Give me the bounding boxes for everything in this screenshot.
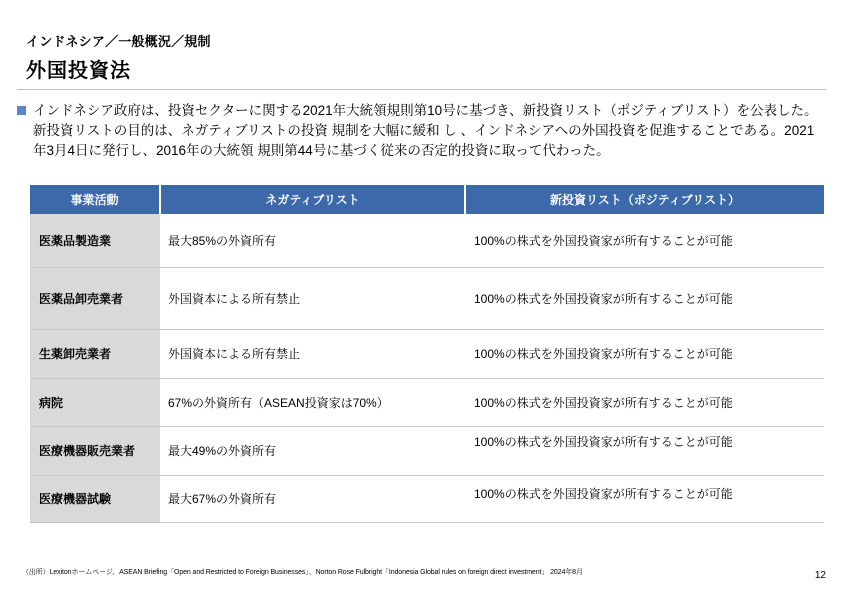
- positive-list-cell: 100%の株式を外国投資家が所有することが可能: [465, 267, 824, 329]
- positive-list-cell: 100%の株式を外国投資家が所有することが可能: [465, 475, 824, 522]
- column-header-activity: 事業活動: [30, 185, 160, 214]
- activity-cell: 医薬品卸売業者: [30, 267, 160, 329]
- source-note: （出所）Lexitonホームページ、ASEAN Briefing「Open and Restricted to Foreign Businesses」、Norton Rose Fulbright「Indonesia Global rules on foreign direct investment」 2024年8月: [22, 569, 583, 576]
- summary-bullet: [17, 101, 817, 161]
- activity-cell: 病院: [30, 378, 160, 426]
- negative-list-cell: 最大49%の外資所有: [160, 426, 465, 475]
- negative-list-cell: 外国資本による所有禁止: [160, 267, 465, 329]
- page-title: 外国投資法: [26, 60, 131, 82]
- positive-list-cell: 100%の株式を外国投資家が所有することが可能: [465, 214, 824, 267]
- investment-list-comparison-table: [30, 185, 824, 523]
- activity-cell: 医療機器販売業者: [30, 426, 160, 475]
- summary-text: [33, 101, 817, 161]
- positive-list-cell: 100%の株式を外国投資家が所有することが可能: [465, 329, 824, 378]
- positive-list-cell: 100%の株式を外国投資家が所有することが可能: [465, 378, 824, 426]
- breadcrumb: インドネシア／一般概況／規制: [26, 34, 211, 49]
- summary-line: 新投資リストの目的は、ネガティブリストの投資 規制を大幅に緩和 し 、インドネシアへの外国投資を促進することである。2021: [33, 123, 815, 138]
- table-row: [30, 426, 824, 475]
- negative-list-cell: 67%の外資所有（ASEAN投資家は70%）: [160, 378, 465, 426]
- negative-list-cell: 外国資本による所有禁止: [160, 329, 465, 378]
- column-header-negative-list: ネガティブリスト: [160, 185, 465, 214]
- activity-cell: 医療機器試験: [30, 475, 160, 522]
- negative-list-cell: 最大67%の外資所有: [160, 475, 465, 522]
- summary-line: インドネシア政府は、投資セクターに関する2021年大統領規則第10号に基づき、新投資リスト（ポジティブリスト）を公表した。: [33, 103, 818, 118]
- table-row: [30, 378, 824, 426]
- page-number: 12: [814, 570, 826, 581]
- square-bullet-icon: [17, 106, 26, 115]
- title-divider: [17, 89, 826, 90]
- positive-list-cell: 100%の株式を外国投資家が所有することが可能: [465, 426, 824, 475]
- activity-cell: 医薬品製造業: [30, 214, 160, 267]
- table-row: [30, 214, 824, 267]
- column-header-positive-list: 新投資リスト（ポジティブリスト）: [465, 185, 824, 214]
- table-row: [30, 475, 824, 522]
- table-row: [30, 267, 824, 329]
- activity-cell: 生薬卸売業者: [30, 329, 160, 378]
- summary-line: 年3月4日に発行し、2016年の大統領 規則第44号に基づく従来の否定的投資に取って代わった。: [33, 143, 610, 158]
- negative-list-cell: 最大85%の外資所有: [160, 214, 465, 267]
- table-row: [30, 329, 824, 378]
- table-header-row: [30, 185, 824, 214]
